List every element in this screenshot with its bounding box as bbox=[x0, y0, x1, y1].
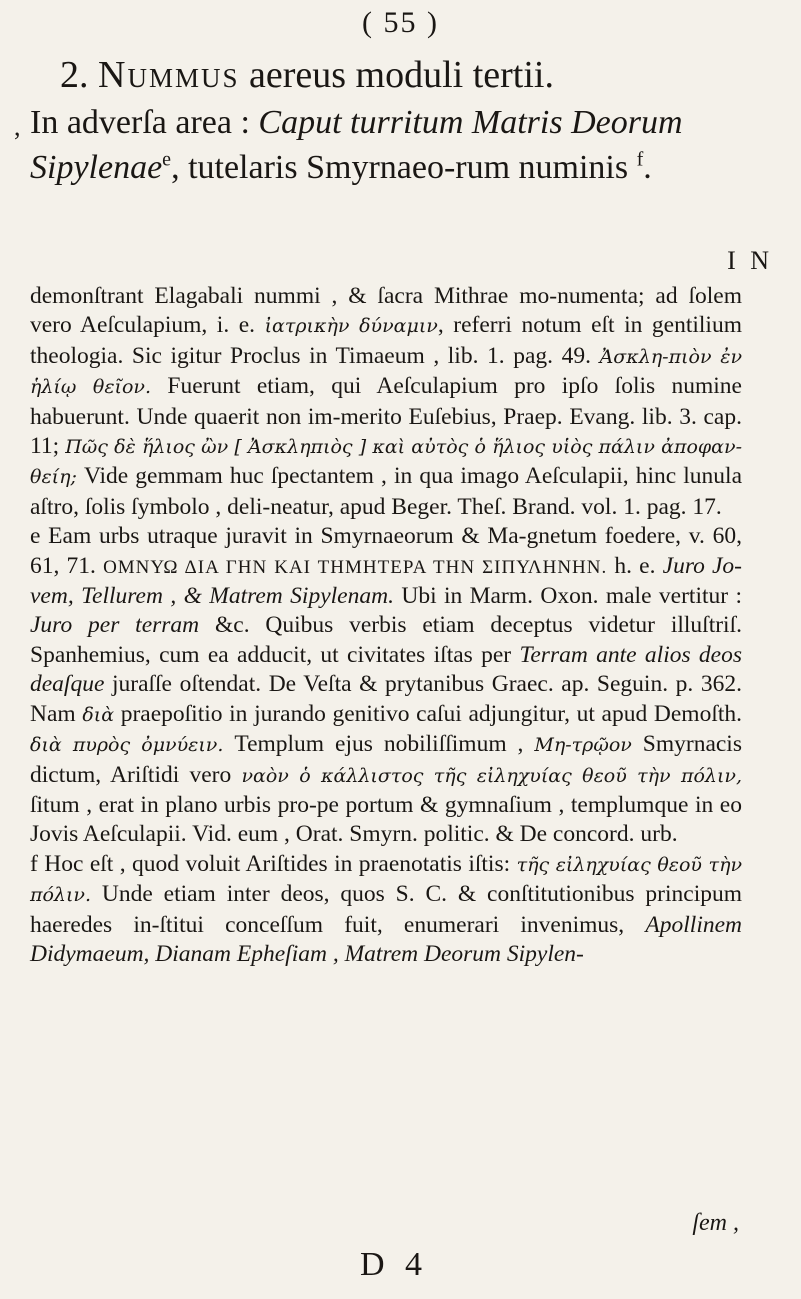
latin-text: Fuerunt etiam, qui Aeſculapium pro ipſo ſolis numine habuerunt. Unde quaerit non im-merito Euſebius, Praep. Evang. lib. 3. cap. 11; bbox=[30, 373, 742, 460]
inscription-text: ΟΜΝΥΩ ΔΙΑ ΓΗΝ ΚΑΙ ΤΗΜΗΤΕΡΑ ΤΗΝ ΣΙΠΥΛΗΝΗΝ. bbox=[103, 556, 608, 578]
greek-text: ἰατρικὴν δύναμιν bbox=[264, 315, 438, 338]
italic-text: Juro per terram bbox=[30, 612, 200, 639]
footnote-body bbox=[30, 282, 742, 969]
entry-heading-rest: aereus moduli tertii. bbox=[248, 54, 554, 96]
description-lead: In adverſa area : bbox=[30, 104, 250, 141]
italic-text: Terram ante alios deos deaſque bbox=[30, 641, 743, 698]
latin-text: &c. Quibus verbis etiam deceptus videtur illuſtriſ. Spanhemius, cum ea adducit, ut civitates iſtas per bbox=[30, 612, 742, 668]
footnote-paragraph-p3 bbox=[30, 850, 742, 970]
footnote-ref-f: f bbox=[636, 148, 644, 171]
description-period: . bbox=[643, 149, 652, 186]
latin-text: h. e. bbox=[607, 552, 663, 579]
latin-text: ſitum , erat in plano urbis pro-pe portum & gymnaſium , templumque in eo Jovis Aeſculapii. Vid. eum , Orat. Smyrn. politic. & De concord. urb. bbox=[30, 791, 742, 848]
catchword-bottom: ſem , bbox=[692, 1210, 739, 1236]
description-caption: Caput turritum Matris Deorum Sipylenae bbox=[30, 104, 683, 186]
entry-keyword: Nummus bbox=[98, 54, 240, 96]
paragraph-mark: , bbox=[14, 112, 21, 141]
latin-text: , referri notum eſt in gentilium theologia. Sic igitur Proclus in Timaeum , lib. 1. pag. 49. bbox=[30, 312, 742, 369]
footnote-ref-e: e bbox=[162, 148, 172, 171]
greek-text: Ἀσκλη-πιὸν ἐν ἡλίῳ θεῖον. bbox=[30, 345, 742, 399]
greek-text: Πῶς δὲ ἥλιος ὢν [ Ἀσκληπιὸς ] καὶ αὐτὸς ὁ ἥλιος υἱὸς πάλιν ἀποφαν-θείη; bbox=[30, 436, 742, 489]
latin-text: Smyrnacis dictum, Ariſtidi vero bbox=[30, 731, 742, 788]
description-tail: , tutelaris Smyrnaeo-rum numinis bbox=[171, 149, 629, 186]
latin-text: Vide gemmam huc ſpectantem , in qua imago Aeſculapii, hinc lunula aſtro, ſolis ſymbolo , deli-neatur, apud Beger. Theſ. Brand. vol. 1. pag. 17. bbox=[30, 463, 742, 520]
latin-text: Ubi in Marm. Oxon. male vertitur : bbox=[393, 583, 742, 610]
catchword-top: I N bbox=[727, 246, 773, 275]
italic-text: Apollinem Didymaeum, Dianam Epheſiam , Matrem Deorum Sipylen- bbox=[30, 911, 742, 967]
latin-text: Templum ejus nobiliſſimum , bbox=[223, 731, 535, 758]
greek-text: διὰ πυρὸς ὀμνύειν. bbox=[30, 734, 224, 757]
latin-text: juraſſe oſtendat. De Veſta & prytanibus Graec. ap. Seguin. p. 362. Nam bbox=[30, 671, 742, 727]
footnote-paragraph-p1 bbox=[30, 282, 742, 522]
signature-mark: D 4 bbox=[360, 1246, 429, 1283]
latin-text: Unde etiam inter deos, quos S. C. & conſtitutionibus principum haeredes in-ſtitui conceſſum fuit, enumerari invenimus, bbox=[30, 881, 742, 938]
entry-description bbox=[14, 100, 740, 190]
greek-text: διὰ bbox=[82, 703, 115, 726]
greek-text: τῆς εἰληχυίας θεοῦ τὴν πόλιν. bbox=[30, 853, 742, 907]
latin-text: f Hoc eſt , quod voluit Ariſtides in praenotatis iſtis: bbox=[30, 850, 517, 877]
entry-number: 2. bbox=[60, 54, 89, 96]
latin-text: demonſtrant Elagabali nummi , & ſacra Mithrae mo-numenta; ad ſolem vero Aeſculapium, i. e. bbox=[30, 283, 742, 339]
latin-text: praepoſitio in jurando genitivo caſui adjungitur, ut apud Demoſth. bbox=[114, 700, 742, 727]
entry-heading bbox=[60, 52, 760, 98]
greek-text: ναὸν ὁ κάλλιστος τῆς εἰληχυίας θεοῦ τὴν πόλιν, bbox=[241, 764, 742, 787]
italic-text: Juro Jo-vem, Tellurem , & Matrem Sipylenam. bbox=[30, 552, 743, 610]
greek-text: Μη-τρῷον bbox=[534, 734, 632, 757]
latin-text: e Eam urbs utraque juravit in Smyrnaeorum & Ma-gnetum foedere, v. 60, 61, 71. bbox=[30, 523, 742, 579]
page-number: ( 55 ) bbox=[362, 6, 439, 39]
footnote-paragraph-p2 bbox=[30, 522, 742, 849]
